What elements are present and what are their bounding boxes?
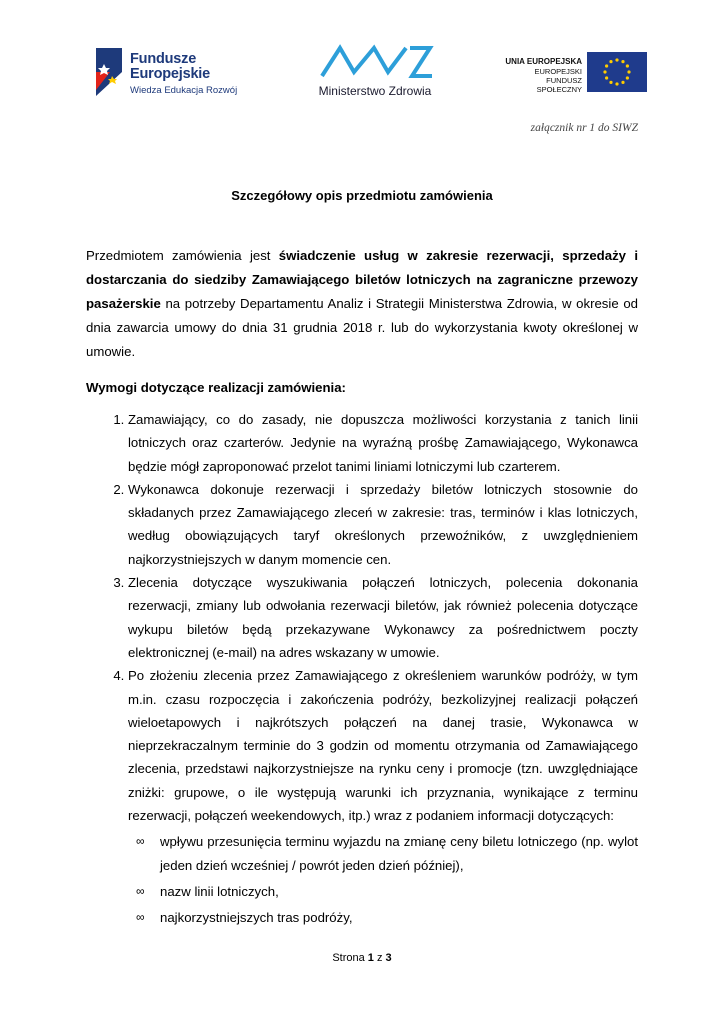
- page-footer: [0, 952, 724, 964]
- fundusze-europejskie-mark-icon: [92, 46, 126, 98]
- requirement-item: 3. Zlecenia dotyczące wyszukiwania połączeń lotniczych, polecenia dokonania rezerwacji, zmiany lub odwołania rezerwacji biletów, jak również polecenia dotyczące wykupu biletów będą przekazywane Wykonawcy za pośrednictwem poczty elektronicznej (e-mail) na adres wskazany w umowie.: [128, 571, 638, 664]
- eu-star-icon: [626, 76, 629, 79]
- sub-item: [136, 906, 638, 929]
- eu-star-icon: [626, 64, 629, 67]
- mz-logo-text: Ministerstwo Zdrowia: [318, 84, 432, 98]
- eu-star-icon: [603, 70, 606, 73]
- fe-logo-line1: Fundusze: [130, 51, 197, 67]
- document-title: Szczegółowy opis przedmiotu zamówienia: [231, 188, 493, 203]
- sub-item-text: wpływu przesunięcia terminu wyjazdu na zmianę ceny biletu lotniczego (np. wylot jeden dzień wcześniej / powrót jeden dzień później),: [160, 834, 638, 873]
- eu-star-icon: [621, 60, 624, 63]
- sub-item-text: nazw linii lotniczych,: [160, 883, 279, 899]
- mz-mark-icon: [318, 44, 434, 80]
- document-body: [86, 244, 638, 930]
- eu-star-icon: [621, 81, 624, 84]
- ue-logo-line1: UNIA EUROPEJSKA: [505, 57, 582, 66]
- eu-star-icon: [609, 81, 612, 84]
- eu-star-icon: [605, 76, 608, 79]
- attachment-note: załącznik nr 1 do SIWZ: [530, 122, 638, 134]
- unia-europejska-logo: [500, 52, 650, 92]
- fundusze-europejskie-logo: [92, 46, 242, 98]
- requirement-item: [128, 664, 638, 929]
- infinity-bullet-icon: ∞: [136, 910, 145, 925]
- eu-star-icon: [609, 60, 612, 63]
- eu-star-icon: [605, 64, 608, 67]
- intro-bold-part: świadczenie usług w zakresie rezerwacji, sprzedaży i dostarczania do siedziby Zamawiającego biletów lotniczych na zagraniczne przewozy pasażerskie: [86, 248, 638, 311]
- eu-flag-icon: [587, 52, 647, 92]
- requirements-heading: Wymogi dotyczące realizacji zamówienia:: [86, 380, 346, 395]
- eu-star-icon: [615, 58, 618, 61]
- ue-logo-line2: EUROPEJSKI: [534, 67, 582, 76]
- fe-logo-line3: Wiedza Edukacja Rozwój: [130, 85, 238, 96]
- intro-part1: Przedmiotem zamówienia jest: [86, 248, 279, 263]
- page-header: [0, 0, 724, 110]
- fe-logo-line2: Europejskie: [130, 66, 210, 82]
- intro-part3: na potrzeby Departamentu Analiz i Strategii Ministerstwa Zdrowia, w okresie od dnia zawarcia umowy do dnia 31 grudnia 2018 r. lub do wykorzystania kwoty określonej w umowie.: [86, 296, 638, 359]
- sub-items-list: [136, 830, 638, 929]
- footer-separator: z: [376, 952, 383, 964]
- eu-star-icon: [627, 70, 630, 73]
- ue-logo-line3: FUNDUSZ SPOŁECZNY: [536, 76, 582, 94]
- ministerstwo-zdrowia-logo: [314, 44, 436, 102]
- requirement-item: 2. Wykonawca dokonuje rezerwacji i sprzedaży biletów lotniczych stosownie do składanych przez Zamawiającego zleceń w zakresie: tras, terminów i klas lotniczych, według obowiązujących taryf określonych przewoźników, z uwzględnieniem najkorzystniejszych w danym momencie cen.: [128, 478, 638, 571]
- sub-item: [136, 830, 638, 877]
- sub-item: [136, 880, 638, 903]
- requirement-item-text: Po złożeniu zlecenia przez Zamawiającego z określeniem warunków podróży, w tym m.in. czasu rozpoczęcia i zakończenia podróży, bezkolizyjnej realizacji połączeń wieloetapowych i najkrótszych połączeń na danej trasie, Wykonawca w nieprzekraczalnym terminie do 3 godzin od momentu otrzymania od Zamawiającego zlecenia, przedstawi najkorzystniejsze na rynku ceny i promocje (tzn. uwzględniające zniżki: grupowe, o ile występują warunki ich przyznania, wynikające z terminu rezerwacji, połączeń weekendowych, itp.) wraz z podaniem informacji dotyczących:: [128, 668, 638, 824]
- footer-page-number: 1: [367, 952, 374, 964]
- eu-star-icon: [615, 82, 618, 85]
- requirement-item: 1. Zamawiający, co do zasady, nie dopuszcza możliwości korzystania z tanich linii lotniczych oraz czarterów. Jedynie na wyraźną prośbę Zamawiającego, Wykonawca będzie mógł zaproponować przelot tanimi liniami lotniczymi lub czarterem.: [128, 408, 638, 478]
- footer-page-total: 3: [385, 952, 392, 964]
- footer-prefix: Strona: [332, 952, 365, 964]
- infinity-bullet-icon: ∞: [136, 834, 145, 849]
- requirements-list: [86, 408, 638, 930]
- sub-item-text: najkorzystniejszych tras podróży,: [160, 910, 353, 926]
- intro-paragraph: [86, 244, 638, 364]
- infinity-bullet-icon: ∞: [136, 883, 145, 898]
